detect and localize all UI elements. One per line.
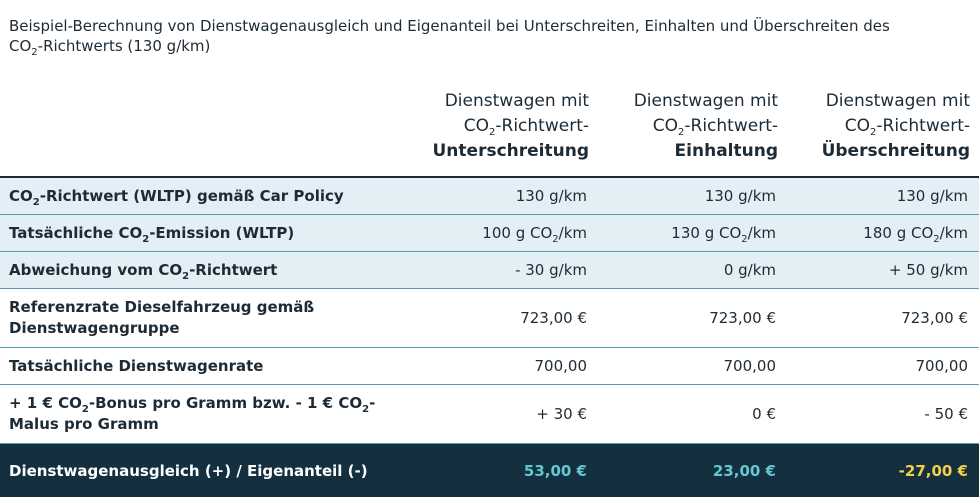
table-row (0, 252, 979, 289)
header-bold: Unterschreitung (432, 141, 589, 161)
row-label: Referenzrate Dieselfahrzeug gemäß Dienstwagengruppe (0, 289, 409, 348)
table-row (0, 177, 979, 215)
header-col-unterschreitung (409, 86, 598, 177)
header-co: CO (844, 116, 871, 136)
header-co: CO (652, 116, 679, 136)
row-label: + 1 € $CO_2$-Bonus pro Gramm bzw. - 1 € $CO_2-$ Malus pro Gramm (0, 385, 409, 444)
cell-value: + 30 € (409, 385, 598, 444)
header-sub: 2 (870, 127, 877, 138)
header-line2: -Richtwert- (495, 116, 589, 136)
cell-value: 130 g/km (787, 177, 979, 215)
cell-value: 130 g/km (409, 177, 598, 215)
cell-value: - 50 € (787, 385, 979, 444)
table-row (0, 385, 979, 444)
row-label: Tatsächliche Dienstwagenrate (0, 348, 409, 385)
table-row (0, 289, 979, 348)
header-line2: -Richtwert- (684, 116, 778, 136)
cell-value: 723,00 € (787, 289, 979, 348)
total-value: 23,00 € (598, 444, 787, 497)
cell-value: 180 g $CO_2/km$ (787, 215, 979, 252)
header-col-ueberschreitung (787, 86, 979, 177)
caption-line-1: Beispiel-Berechnung von Dienstwagenausgleich und Eigenanteil bei Unterschreiten, Einhalten und Überschreiten des (9, 17, 890, 35)
table-row (0, 348, 979, 385)
comparison-table (0, 86, 979, 497)
cell-value: 700,00 (598, 348, 787, 385)
header-line2: -Richtwert- (876, 116, 970, 136)
cell-value: - 30 g/km (409, 252, 598, 289)
header-co: CO (463, 116, 490, 136)
header-bold: Überschreitung (821, 141, 970, 161)
table-caption (9, 16, 969, 56)
cell-value: 130 g/km (598, 177, 787, 215)
total-row (0, 444, 979, 497)
header-empty-cell (0, 86, 409, 177)
row-label: Tatsächliche $CO_2$-Emission (WLTP) (0, 215, 409, 252)
header-bold: Einhaltung (674, 141, 778, 161)
row-label: Abweichung vom $CO_2$-Richtwert (0, 252, 409, 289)
caption-subscript: 2 (31, 47, 38, 58)
total-value: -27,00 € (787, 444, 979, 497)
caption-co: CO (9, 37, 32, 55)
cell-value: + 50 g/km (787, 252, 979, 289)
caption-line-2: -Richtwerts (130 g/km) (37, 37, 211, 55)
total-value: 53,00 € (409, 444, 598, 497)
cell-value: 130 g $CO_2/km$ (598, 215, 787, 252)
cell-value: 100 g $CO_2/km$ (409, 215, 598, 252)
header-line1: Dienstwagen mit (444, 91, 589, 111)
header-sub: 2 (489, 127, 496, 138)
cell-value: 723,00 € (409, 289, 598, 348)
row-label: $CO_2$-Richtwert (WLTP) gemäß Car Policy (0, 177, 409, 215)
header-sub: 2 (678, 127, 685, 138)
header-row (0, 86, 979, 177)
cell-value: 0 € (598, 385, 787, 444)
table-row (0, 215, 979, 252)
header-line1: Dienstwagen mit (633, 91, 778, 111)
header-line1: Dienstwagen mit (825, 91, 970, 111)
cell-value: 700,00 (787, 348, 979, 385)
cell-value: 723,00 € (598, 289, 787, 348)
header-col-einhaltung (598, 86, 787, 177)
cell-value: 0 g/km (598, 252, 787, 289)
cell-value: 700,00 (409, 348, 598, 385)
total-label: Dienstwagenausgleich (+) / Eigenanteil (-) (0, 444, 409, 497)
